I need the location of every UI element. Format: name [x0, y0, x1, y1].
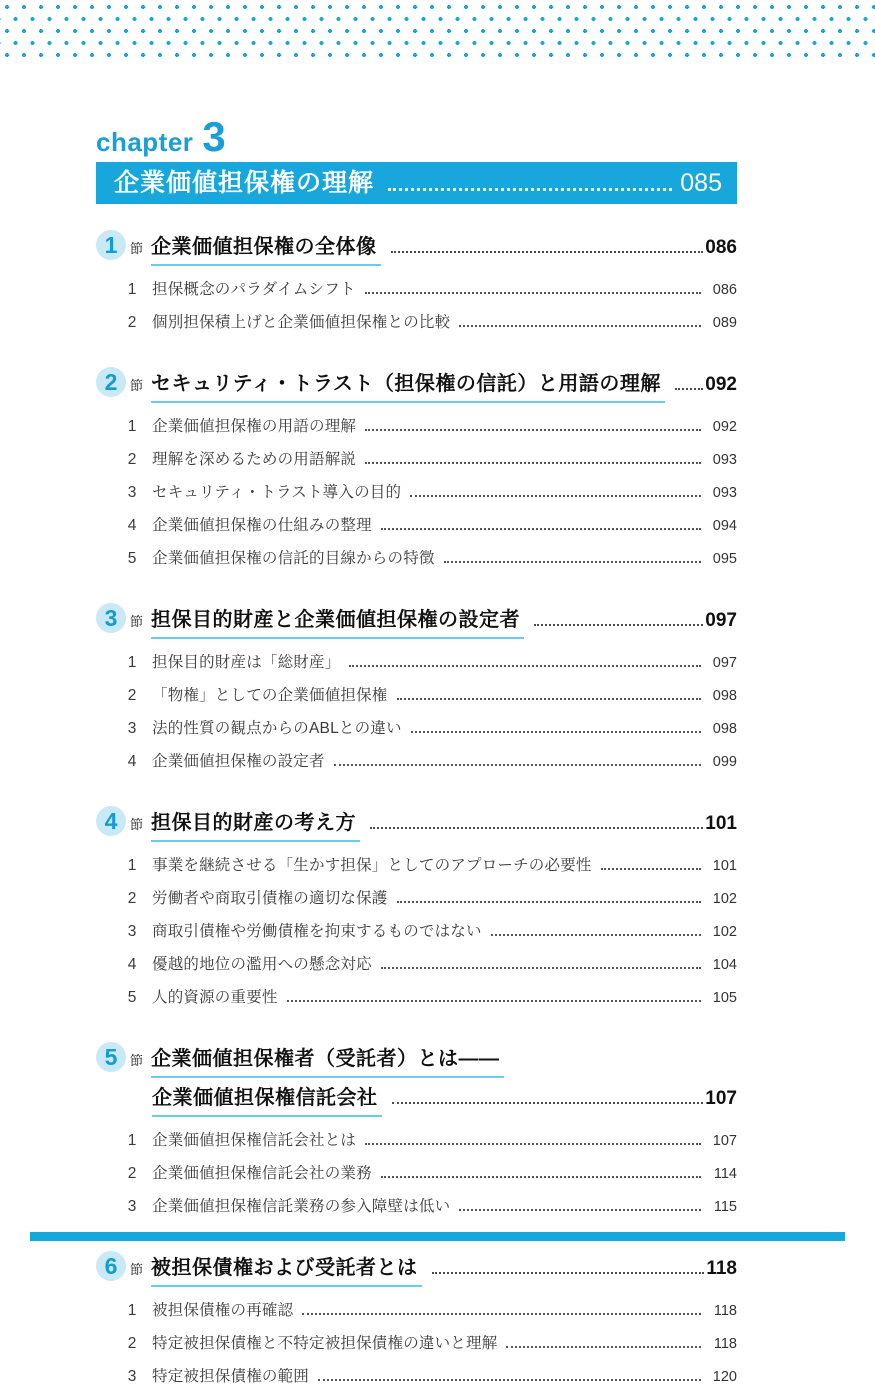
chapter-title: 企業価値担保権の理解 — [114, 169, 375, 197]
section-heading — [96, 367, 737, 403]
toc-item — [120, 414, 737, 436]
section-number-badge: 6 — [96, 1251, 126, 1281]
item-page: 098 — [712, 721, 737, 737]
toc-item — [120, 1128, 737, 1150]
item-number: 5 — [127, 989, 137, 1006]
item-page: 097 — [712, 655, 737, 671]
item-title: 担保目的財産は「総財産」 — [152, 654, 341, 671]
item-title: 理解を深めるための用語解説 — [152, 451, 357, 468]
section-marker: 節 — [130, 614, 144, 629]
section-number-badge: 1 — [96, 230, 126, 260]
item-page: 102 — [712, 924, 737, 940]
item-title: 企業価値担保権の設定者 — [152, 753, 325, 770]
toc — [96, 230, 737, 1386]
item-page: 115 — [713, 1199, 737, 1215]
item-page: 107 — [712, 1133, 737, 1149]
toc-item — [120, 683, 737, 705]
item-page: 105 — [712, 990, 737, 1006]
chapter-label: chapter — [96, 127, 194, 157]
section-number-badge: 5 — [96, 1042, 126, 1072]
item-title: 企業価値担保権信託会社とは — [152, 1132, 357, 1149]
item-number: 2 — [127, 451, 137, 468]
section-title: 企業価値担保権信託会社 — [152, 1085, 382, 1117]
leader-dots — [287, 1000, 701, 1002]
toc-item — [120, 513, 737, 535]
item-number: 3 — [127, 923, 137, 940]
leader-dots — [381, 967, 701, 969]
leader-dots — [534, 624, 703, 626]
toc-item — [120, 1161, 737, 1183]
toc-item — [120, 749, 737, 771]
toc-item — [120, 277, 737, 299]
section-title: 担保目的財産と企業価値担保権の設定者 — [151, 607, 524, 639]
item-number: 1 — [127, 1302, 137, 1319]
leader-dots — [370, 827, 703, 829]
item-title: 企業価値担保権信託会社の業務 — [152, 1165, 372, 1182]
item-number: 4 — [127, 753, 137, 770]
item-number: 1 — [127, 1132, 137, 1149]
item-number: 2 — [127, 1335, 137, 1352]
toc-item — [120, 886, 737, 908]
item-page: 101 — [712, 858, 737, 874]
toc-item — [120, 1194, 737, 1216]
section-title: セキュリティ・トラスト（担保権の信託）と用語の理解 — [151, 371, 665, 403]
section-heading — [96, 1042, 737, 1078]
item-page: 089 — [712, 315, 737, 331]
item-title: 法的性質の観点からのABLとの違い — [152, 720, 402, 737]
toc-page — [96, 62, 737, 1386]
section-number-badge: 4 — [96, 806, 126, 836]
item-number: 1 — [127, 654, 137, 671]
toc-item — [120, 919, 737, 941]
item-page: 118 — [713, 1336, 737, 1352]
leader-dots — [302, 1313, 701, 1315]
section-marker: 節 — [130, 241, 144, 256]
item-page: 094 — [712, 518, 737, 534]
section-page: 101 — [705, 813, 737, 834]
toc-item — [120, 716, 737, 738]
section-marker: 節 — [130, 378, 144, 393]
section-title: 担保目的財産の考え方 — [151, 810, 360, 842]
section-title: 企業価値担保権の全体像 — [151, 234, 381, 266]
item-title: 被担保債権の再確認 — [152, 1302, 294, 1319]
chapter-heading — [96, 113, 737, 160]
toc-item — [120, 1331, 737, 1353]
item-number: 1 — [127, 281, 137, 298]
section-heading-line2 — [152, 1085, 737, 1117]
toc-item — [120, 1298, 737, 1320]
toc-item — [120, 546, 737, 568]
section-number-badge: 3 — [96, 603, 126, 633]
item-title: 個別担保積上げと企業価値担保権との比較 — [152, 314, 451, 331]
item-page: 093 — [712, 452, 737, 468]
leader-dots — [675, 388, 703, 390]
section-page: 107 — [705, 1088, 737, 1109]
toc-item — [120, 480, 737, 502]
item-title: 事業を継続させる「生かす担保」としてのアプローチの必要性 — [152, 857, 592, 874]
item-page: 092 — [712, 419, 737, 435]
leader-dots — [391, 251, 704, 253]
section-heading — [96, 230, 737, 266]
item-page: 093 — [712, 485, 737, 501]
item-title: セキュリティ・トラスト導入の目的 — [152, 484, 402, 501]
leader-dots — [506, 1346, 701, 1348]
toc-item — [120, 447, 737, 469]
section-heading — [96, 806, 737, 842]
item-page: 104 — [712, 957, 737, 973]
leader-dots — [392, 1102, 704, 1104]
item-number: 3 — [127, 1368, 137, 1385]
section-page: 086 — [705, 237, 737, 258]
item-title: 「物権」としての企業価値担保権 — [152, 687, 388, 704]
item-title: 企業価値担保権信託業務の参入障壁は低い — [152, 1198, 451, 1215]
item-title: 商取引債権や労働債権を拘束するものではない — [152, 923, 482, 940]
leader-dots — [365, 1143, 701, 1145]
item-number: 3 — [127, 484, 137, 501]
section-page: 092 — [705, 374, 737, 395]
item-number: 2 — [127, 314, 137, 331]
leader-dots — [397, 698, 701, 700]
item-title: 企業価値担保権の用語の理解 — [152, 418, 357, 435]
item-title: 優越的地位の濫用への懸念対応 — [152, 956, 372, 973]
item-number: 1 — [127, 418, 137, 435]
item-title: 人的資源の重要性 — [152, 989, 278, 1006]
bottom-accent-bar — [30, 1232, 845, 1241]
section-marker: 節 — [130, 817, 144, 832]
item-number: 4 — [127, 956, 137, 973]
toc-item — [120, 310, 737, 332]
leader-dots — [444, 561, 701, 563]
chapter-number: 3 — [202, 113, 226, 160]
leader-dots — [381, 528, 701, 530]
item-title: 担保概念のパラダイムシフト — [152, 281, 356, 298]
leader-dots — [381, 1176, 701, 1178]
section-marker: 節 — [130, 1053, 144, 1068]
section-heading — [96, 603, 737, 639]
item-number: 5 — [127, 550, 137, 567]
item-number: 3 — [127, 1198, 137, 1215]
leader-dots — [411, 731, 701, 733]
section-marker: 節 — [130, 1262, 144, 1277]
section-title: 被担保債権および受託者とは — [151, 1255, 422, 1287]
section-number-badge: 2 — [96, 367, 126, 397]
leader-dots — [397, 901, 701, 903]
section-heading — [96, 1251, 737, 1287]
toc-item — [120, 853, 737, 875]
item-page: 098 — [712, 688, 737, 704]
item-page: 118 — [713, 1303, 737, 1319]
item-title: 企業価値担保権の信託的目線からの特徴 — [152, 550, 435, 567]
leader-dots — [365, 429, 701, 431]
toc-item — [120, 985, 737, 1007]
item-page: 114 — [713, 1166, 737, 1182]
chapter-page-number: 085 — [680, 169, 722, 197]
leader-dots — [432, 1272, 705, 1274]
item-page: 102 — [712, 891, 737, 907]
section-page: 097 — [705, 610, 737, 631]
item-page: 099 — [712, 754, 737, 770]
item-number: 1 — [127, 857, 137, 874]
leader-dots — [459, 325, 701, 327]
leader-dots — [459, 1209, 701, 1211]
leader-dots — [334, 764, 701, 766]
top-dot-pattern — [0, 0, 875, 62]
section-page: 118 — [706, 1258, 737, 1279]
chapter-title-banner — [96, 162, 737, 204]
item-page: 086 — [712, 282, 737, 298]
item-title: 企業価値担保権の仕組みの整理 — [152, 517, 372, 534]
toc-item — [120, 952, 737, 974]
item-title: 労働者や商取引債権の適切な保護 — [152, 890, 388, 907]
leader-dots — [318, 1379, 701, 1381]
leader-dots — [491, 934, 701, 936]
item-number: 2 — [127, 1165, 137, 1182]
item-number: 3 — [127, 720, 137, 737]
item-title: 特定被担保債権と不特定被担保債権の違いと理解 — [152, 1335, 498, 1352]
leader-dots — [349, 665, 701, 667]
toc-item — [120, 1364, 737, 1386]
leader-dots — [388, 188, 672, 191]
item-number: 4 — [127, 517, 137, 534]
item-number: 2 — [127, 890, 137, 907]
toc-item — [120, 650, 737, 672]
leader-dots — [365, 462, 701, 464]
item-page: 095 — [712, 551, 737, 567]
item-number: 2 — [127, 687, 137, 704]
leader-dots — [365, 292, 701, 294]
section-title: 企業価値担保権者（受託者）とは―― — [151, 1046, 504, 1078]
leader-dots — [410, 495, 701, 497]
leader-dots — [601, 868, 701, 870]
item-page: 120 — [712, 1369, 737, 1385]
item-title: 特定被担保債権の範囲 — [152, 1368, 310, 1385]
